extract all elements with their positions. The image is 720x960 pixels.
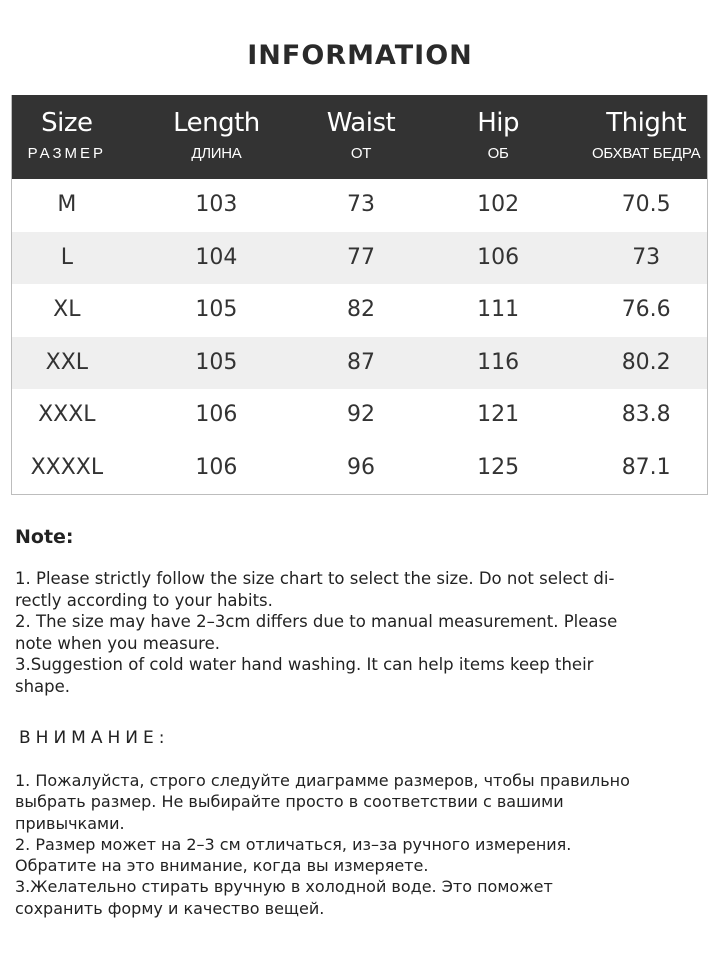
note-line: rectly according to your habits. (15, 590, 273, 610)
cell-thigh: 80.2 (621, 349, 671, 375)
note-line: 2. The size may have 2–3cm differs due to manual measurement. Please (15, 612, 618, 631)
cell-size: XXXL (38, 402, 96, 428)
cell-hip: 116 (477, 349, 520, 375)
header-thigh-sublabel: ОБХВАТ БЕДРА (592, 145, 701, 162)
cell-hip: 106 (477, 244, 520, 270)
cell-hip: 111 (477, 297, 520, 323)
table-row (12, 389, 707, 442)
cell-thigh: 73 (632, 244, 661, 270)
header-length-label: Length (173, 108, 260, 138)
cell-thigh: 76.6 (621, 297, 671, 323)
header-waist-sublabel: ОТ (350, 145, 372, 162)
header-hip-label: Hip (477, 108, 519, 138)
cell-waist: 73 (347, 192, 375, 218)
ru-note-line: сохранить форму и качество вещей. (15, 898, 325, 918)
cell-hip: 102 (477, 192, 520, 218)
note-heading: Note: (15, 526, 74, 548)
cell-thigh: 87.1 (621, 454, 671, 480)
cell-size: M (57, 192, 77, 218)
note-line: note when you measure. (15, 633, 220, 653)
header-waist (311, 95, 411, 179)
cell-length: 105 (195, 297, 238, 323)
header-length-sublabel: ДЛИНА (191, 145, 242, 162)
cell-waist: 96 (347, 454, 375, 480)
table-row (12, 442, 707, 495)
note-line: 3.Suggestion of cold water hand washing. It can help items keep their (15, 655, 594, 674)
header-hip (411, 95, 586, 179)
header-length (122, 95, 311, 179)
header-size (12, 95, 122, 179)
ru-note-line: 1. Пожалуйста, строго следуйте диаграмме размеров, чтобы правильно (15, 771, 630, 790)
ru-note-text (15, 770, 705, 919)
cell-waist: 92 (347, 402, 375, 428)
header-size-label: Size (41, 108, 93, 138)
note-line: shape. (15, 676, 71, 696)
table-row (12, 179, 707, 232)
ru-note-heading: ВНИМАНИЕ: (19, 728, 170, 748)
header-thigh (585, 95, 707, 179)
table-header (12, 95, 707, 179)
cell-hip: 121 (477, 402, 520, 428)
cell-waist: 82 (347, 297, 375, 323)
note-text (15, 568, 705, 697)
cell-size: XL (53, 297, 81, 323)
cell-hip: 125 (477, 454, 520, 480)
cell-length: 106 (195, 402, 238, 428)
cell-length: 103 (195, 192, 238, 218)
table-row (12, 284, 707, 337)
cell-length: 105 (195, 349, 238, 375)
cell-length: 106 (195, 454, 238, 480)
cell-waist: 77 (347, 244, 375, 270)
header-waist-label: Waist (326, 108, 396, 138)
header-thigh-label: Thight (606, 108, 687, 138)
header-size-sublabel: РАЗМЕР (27, 145, 107, 162)
cell-thigh: 70.5 (621, 192, 671, 218)
page-title: INFORMATION (247, 40, 473, 71)
header-hip-sublabel: ОБ (487, 145, 509, 162)
size-chart-table (11, 95, 708, 495)
table-row (12, 232, 707, 285)
cell-length: 104 (195, 244, 238, 270)
ru-note-line: Обратите на это внимание, когда вы измеряете. (15, 856, 429, 876)
table-row (12, 337, 707, 390)
ru-note-line: 2. Размер может на 2–3 см отличаться, из–за ручного измерения. (15, 834, 572, 854)
ru-note-line: выбрать размер. Не выбирайте просто в соответствии с вашими (15, 792, 564, 812)
cell-size: XXL (45, 349, 89, 375)
cell-thigh: 83.8 (621, 402, 671, 428)
ru-note-line: 3.Желательно стирать вручную в холодной воде. Это поможет (15, 877, 553, 897)
ru-note-line: привычками. (15, 813, 125, 833)
cell-waist: 87 (347, 349, 375, 375)
note-line: 1. Please strictly follow the size chart to select the size. Do not select di- (15, 569, 615, 588)
cell-size: XXXXL (30, 454, 104, 480)
cell-size: L (60, 244, 73, 270)
